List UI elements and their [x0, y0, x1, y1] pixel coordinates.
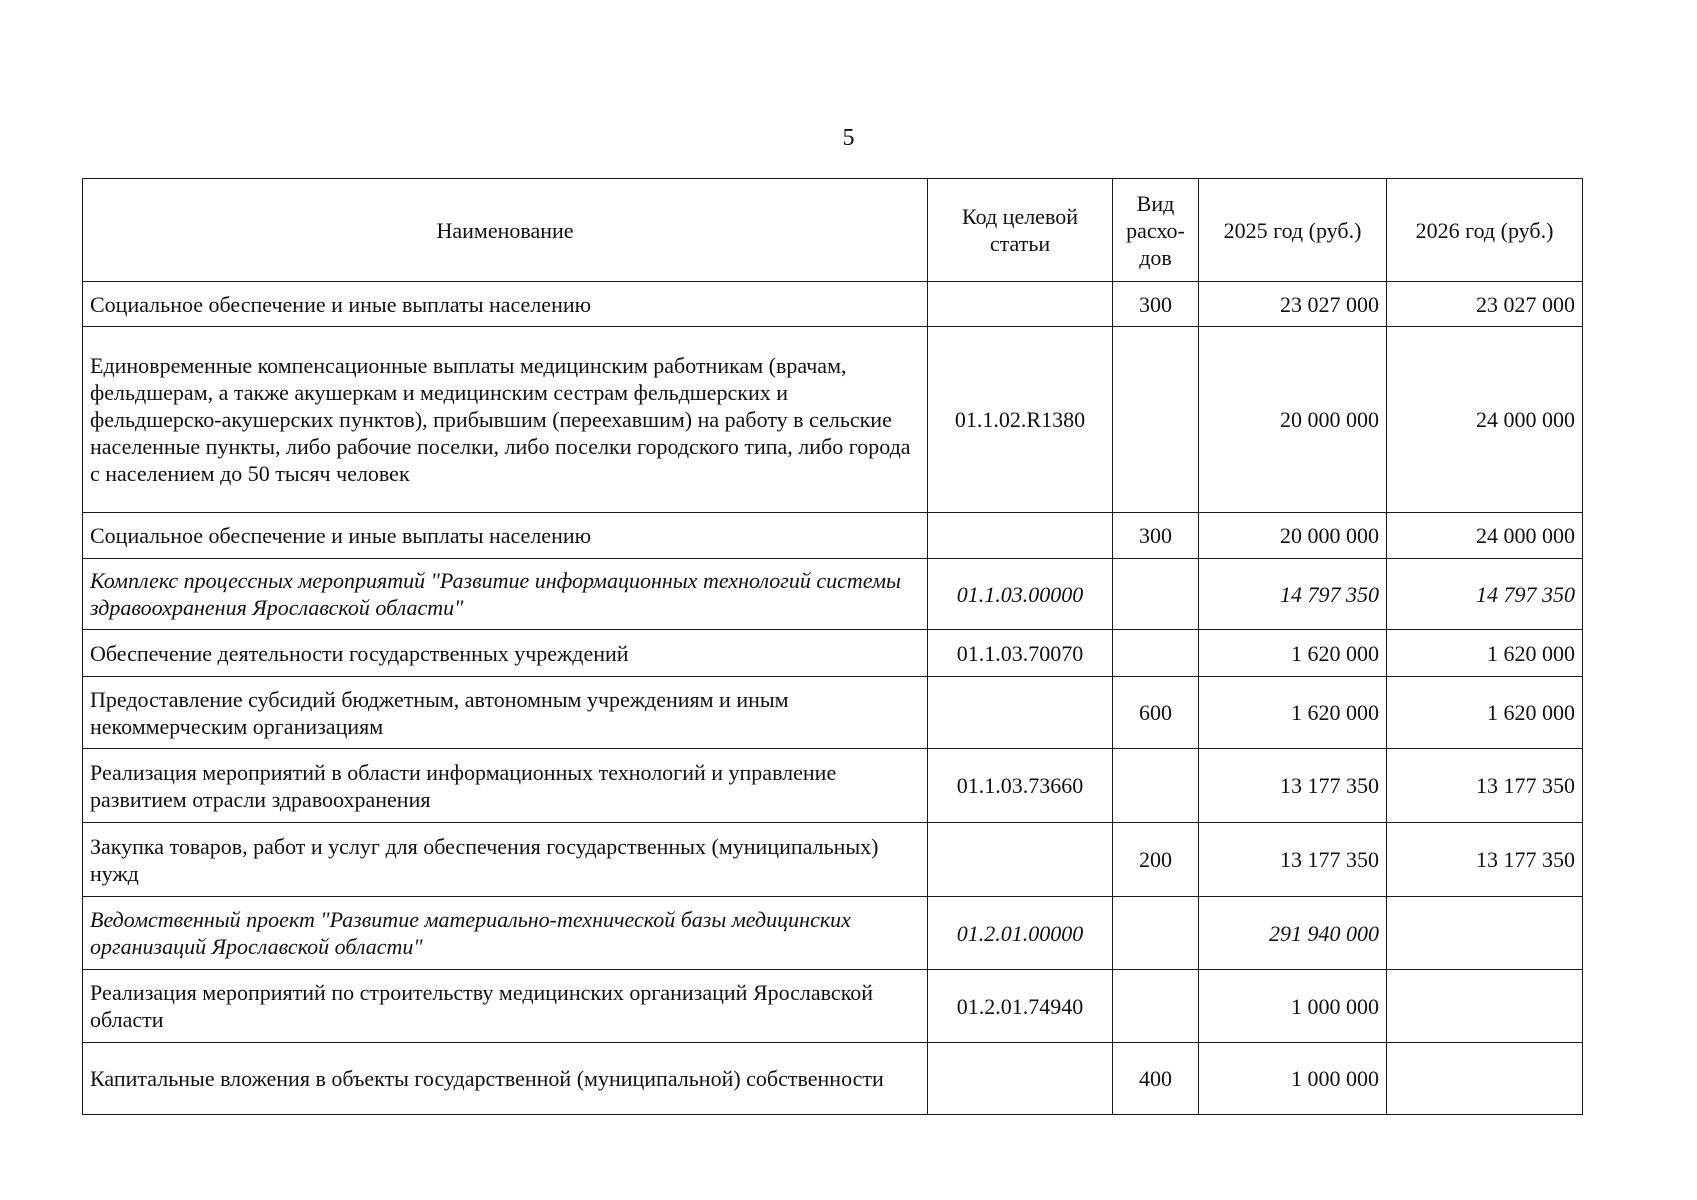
- row-amount-2026: [1387, 897, 1583, 970]
- row-code: [928, 513, 1113, 559]
- row-amount-2026: 24 000 000: [1387, 513, 1583, 559]
- row-code: 01.1.02.R1380: [928, 327, 1113, 513]
- header-name: Наименование: [83, 179, 928, 282]
- table-row: [83, 513, 1583, 559]
- row-amount-2025: 13 177 350: [1199, 823, 1387, 897]
- row-kind: [1113, 970, 1199, 1043]
- row-name: Единовременные компенсационные выплаты медицинским работникам (врачам, фельдшерам, а также акушеркам и медицинским сестрам фельдшерских и фельдшерско-акушерских пунктов), прибывшим (переехавшим) на работу в сельские населенные пункты, либо рабочие поселки, либо поселки городского типа, либо города с населением до 50 тысяч человек: [83, 327, 928, 513]
- budget-table: [82, 178, 1583, 1115]
- row-amount-2025: 20 000 000: [1199, 327, 1387, 513]
- row-code: 01.1.03.00000: [928, 559, 1113, 630]
- row-name: Ведомственный проект "Развитие материально-технической базы медицинских организаций Ярославской области": [83, 897, 928, 970]
- row-name: Социальное обеспечение и иные выплаты населению: [83, 513, 928, 559]
- row-name: Реализация мероприятий по строительству медицинских организаций Ярославской области: [83, 970, 928, 1043]
- row-kind: [1113, 749, 1199, 823]
- row-name: Капитальные вложения в объекты государственной (муниципальной) собственности: [83, 1043, 928, 1115]
- table-header: [83, 179, 1583, 282]
- row-amount-2026: 13 177 350: [1387, 823, 1583, 897]
- table-row: [83, 559, 1583, 630]
- row-amount-2025: 291 940 000: [1199, 897, 1387, 970]
- row-code: [928, 1043, 1113, 1115]
- row-amount-2026: 1 620 000: [1387, 677, 1583, 749]
- header-year-2025: 2025 год (руб.): [1199, 179, 1387, 282]
- table-row: [83, 897, 1583, 970]
- row-kind: [1113, 897, 1199, 970]
- row-code: 01.2.01.74940: [928, 970, 1113, 1043]
- row-name: Социальное обеспечение и иные выплаты населению: [83, 282, 928, 327]
- row-amount-2026: 24 000 000: [1387, 327, 1583, 513]
- row-name: Закупка товаров, работ и услуг для обеспечения государственных (муниципальных) нужд: [83, 823, 928, 897]
- row-amount-2025: 1 000 000: [1199, 1043, 1387, 1115]
- header-kind: Вид расхо-дов: [1113, 179, 1199, 282]
- table-row: [83, 823, 1583, 897]
- row-amount-2026: 23 027 000: [1387, 282, 1583, 327]
- row-kind: [1113, 559, 1199, 630]
- row-amount-2026: 1 620 000: [1387, 630, 1583, 677]
- row-amount-2026: 13 177 350: [1387, 749, 1583, 823]
- row-name: Комплекс процессных мероприятий "Развитие информационных технологий системы здравоохранения Ярославской области": [83, 559, 928, 630]
- row-name: Предоставление субсидий бюджетным, автономным учреждениям и иным некоммерческим организациям: [83, 677, 928, 749]
- table-row: [83, 1043, 1583, 1115]
- table-row: [83, 282, 1583, 327]
- row-code: 01.1.03.70070: [928, 630, 1113, 677]
- table-row: [83, 677, 1583, 749]
- row-kind: 300: [1113, 513, 1199, 559]
- row-amount-2026: [1387, 1043, 1583, 1115]
- row-code: 01.2.01.00000: [928, 897, 1113, 970]
- row-amount-2025: 13 177 350: [1199, 749, 1387, 823]
- table-row: [83, 630, 1583, 677]
- page-number: 5: [842, 125, 855, 151]
- row-code: [928, 282, 1113, 327]
- row-code: 01.1.03.73660: [928, 749, 1113, 823]
- row-kind: 600: [1113, 677, 1199, 749]
- row-amount-2025: 20 000 000: [1199, 513, 1387, 559]
- header-row: [83, 179, 1583, 282]
- row-amount-2025: 23 027 000: [1199, 282, 1387, 327]
- header-code: Код целевой статьи: [928, 179, 1113, 282]
- header-year-2026: 2026 год (руб.): [1387, 179, 1583, 282]
- row-code: [928, 677, 1113, 749]
- row-amount-2025: 1 620 000: [1199, 677, 1387, 749]
- table-body: [83, 282, 1583, 1115]
- row-kind: [1113, 630, 1199, 677]
- table-row: [83, 749, 1583, 823]
- table-row: [83, 327, 1583, 513]
- row-amount-2025: 14 797 350: [1199, 559, 1387, 630]
- row-amount-2025: 1 000 000: [1199, 970, 1387, 1043]
- table-row: [83, 970, 1583, 1043]
- row-code: [928, 823, 1113, 897]
- row-amount-2025: 1 620 000: [1199, 630, 1387, 677]
- row-name: Реализация мероприятий в области информационных технологий и управление развитием отрасли здравоохранения: [83, 749, 928, 823]
- row-kind: [1113, 327, 1199, 513]
- row-amount-2026: [1387, 970, 1583, 1043]
- row-kind: 300: [1113, 282, 1199, 327]
- row-kind: 400: [1113, 1043, 1199, 1115]
- row-name: Обеспечение деятельности государственных учреждений: [83, 630, 928, 677]
- row-amount-2026: 14 797 350: [1387, 559, 1583, 630]
- row-kind: 200: [1113, 823, 1199, 897]
